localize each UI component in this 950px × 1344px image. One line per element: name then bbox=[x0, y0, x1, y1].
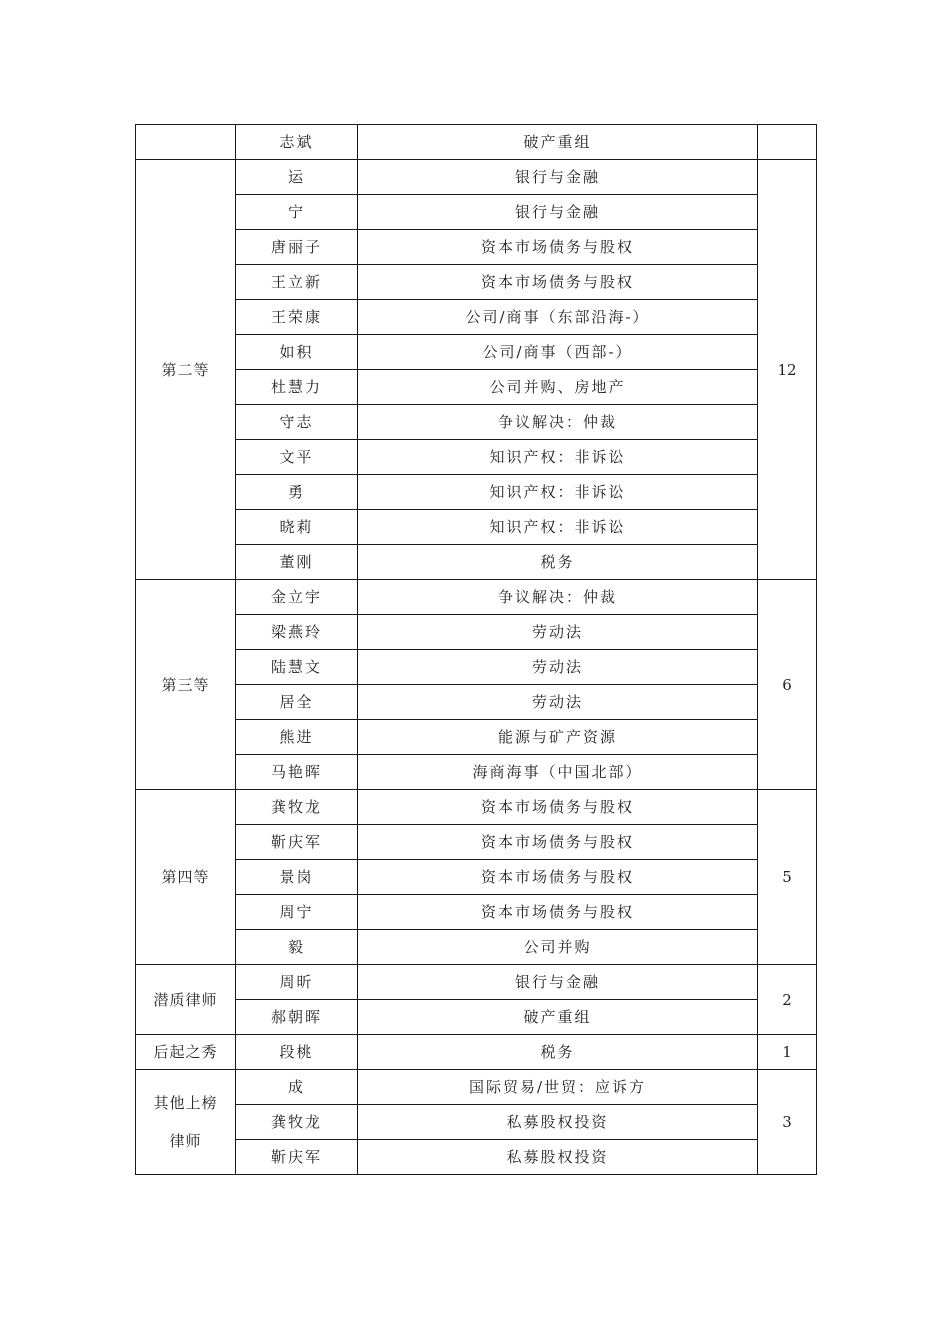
practice-area: 国际贸易/世贸：应诉方 bbox=[358, 1070, 758, 1105]
practice-area: 劳动法 bbox=[358, 615, 758, 650]
table-row bbox=[136, 300, 817, 335]
lawyer-name: 周昕 bbox=[236, 965, 358, 1000]
table-row bbox=[136, 230, 817, 265]
practice-area: 资本市场债务与股权 bbox=[358, 825, 758, 860]
lawyer-name: 宁 bbox=[236, 195, 358, 230]
table-row bbox=[136, 825, 817, 860]
lawyer-name: 郝朝晖 bbox=[236, 1000, 358, 1035]
count-cell bbox=[758, 125, 817, 160]
practice-area: 公司并购 bbox=[358, 930, 758, 965]
practice-area: 资本市场债务与股权 bbox=[358, 265, 758, 300]
table-row bbox=[136, 685, 817, 720]
practice-area: 海商海事（中国北部） bbox=[358, 755, 758, 790]
lawyer-name: 熊进 bbox=[236, 720, 358, 755]
practice-area: 劳动法 bbox=[358, 650, 758, 685]
table-row bbox=[136, 965, 817, 1000]
category-cell: 第三等 bbox=[136, 580, 236, 790]
table-row bbox=[136, 790, 817, 825]
table-row bbox=[136, 265, 817, 300]
practice-area: 银行与金融 bbox=[358, 965, 758, 1000]
practice-area: 公司/商事（西部-） bbox=[358, 335, 758, 370]
lawyer-name: 王立新 bbox=[236, 265, 358, 300]
table-row bbox=[136, 1105, 817, 1140]
table-row bbox=[136, 475, 817, 510]
lawyer-name: 志斌 bbox=[236, 125, 358, 160]
practice-area: 能源与矿产资源 bbox=[358, 720, 758, 755]
category-cell: 第四等 bbox=[136, 790, 236, 965]
table-row bbox=[136, 580, 817, 615]
lawyer-name: 陆慧文 bbox=[236, 650, 358, 685]
table-row bbox=[136, 440, 817, 475]
category-line: 其他上榜 bbox=[153, 1094, 218, 1112]
practice-area: 争议解决：仲裁 bbox=[358, 580, 758, 615]
lawyer-name: 金立宇 bbox=[236, 580, 358, 615]
table-row bbox=[136, 160, 817, 195]
table-row bbox=[136, 720, 817, 755]
table-row bbox=[136, 1000, 817, 1035]
category-cell: 潜质律师 bbox=[136, 965, 236, 1035]
category-cell: 第二等 bbox=[136, 160, 236, 580]
lawyer-name: 马艳晖 bbox=[236, 755, 358, 790]
practice-area: 资本市场债务与股权 bbox=[358, 895, 758, 930]
lawyer-name: 守志 bbox=[236, 405, 358, 440]
table-row bbox=[136, 370, 817, 405]
practice-area: 破产重组 bbox=[358, 1000, 758, 1035]
table-row bbox=[136, 930, 817, 965]
category-cell bbox=[136, 1070, 236, 1175]
table-row bbox=[136, 125, 817, 160]
practice-area: 知识产权：非诉讼 bbox=[358, 475, 758, 510]
practice-area: 公司并购、房地产 bbox=[358, 370, 758, 405]
lawyer-name: 文平 bbox=[236, 440, 358, 475]
table-row bbox=[136, 195, 817, 230]
practice-area: 银行与金融 bbox=[358, 195, 758, 230]
category-cell bbox=[136, 125, 236, 160]
lawyer-name: 王荣康 bbox=[236, 300, 358, 335]
practice-area: 公司/商事（东部沿海-） bbox=[358, 300, 758, 335]
lawyer-name: 景岗 bbox=[236, 860, 358, 895]
lawyer-name: 毅 bbox=[236, 930, 358, 965]
lawyer-name: 杜慧力 bbox=[236, 370, 358, 405]
practice-area: 知识产权：非诉讼 bbox=[358, 510, 758, 545]
lawyer-name: 如积 bbox=[236, 335, 358, 370]
practice-area: 私募股权投资 bbox=[358, 1105, 758, 1140]
count-cell: 12 bbox=[758, 160, 817, 580]
lawyer-name: 晓莉 bbox=[236, 510, 358, 545]
table-row bbox=[136, 650, 817, 685]
count-cell: 6 bbox=[758, 580, 817, 790]
lawyer-name: 成 bbox=[236, 1070, 358, 1105]
table-row bbox=[136, 895, 817, 930]
rankings-table bbox=[135, 124, 817, 1175]
table-row bbox=[136, 755, 817, 790]
lawyer-name: 龚牧龙 bbox=[236, 1105, 358, 1140]
practice-area: 税务 bbox=[358, 545, 758, 580]
table-row bbox=[136, 510, 817, 545]
practice-area: 资本市场债务与股权 bbox=[358, 230, 758, 265]
lawyer-name: 梁燕玲 bbox=[236, 615, 358, 650]
practice-area: 私募股权投资 bbox=[358, 1140, 758, 1175]
lawyer-name: 运 bbox=[236, 160, 358, 195]
lawyer-name: 周宁 bbox=[236, 895, 358, 930]
practice-area: 知识产权：非诉讼 bbox=[358, 440, 758, 475]
lawyer-name: 靳庆军 bbox=[236, 1140, 358, 1175]
practice-area: 资本市场债务与股权 bbox=[358, 790, 758, 825]
count-cell: 2 bbox=[758, 965, 817, 1035]
table-row bbox=[136, 1070, 817, 1105]
lawyer-name: 勇 bbox=[236, 475, 358, 510]
practice-area: 争议解决：仲裁 bbox=[358, 405, 758, 440]
practice-area: 破产重组 bbox=[358, 125, 758, 160]
lawyer-name: 靳庆军 bbox=[236, 825, 358, 860]
lawyer-name: 董刚 bbox=[236, 545, 358, 580]
category-line: 律师 bbox=[169, 1132, 202, 1150]
table-row bbox=[136, 545, 817, 580]
lawyer-name: 唐丽子 bbox=[236, 230, 358, 265]
practice-area: 税务 bbox=[358, 1035, 758, 1070]
table-row bbox=[136, 860, 817, 895]
table-row bbox=[136, 405, 817, 440]
count-cell: 1 bbox=[758, 1035, 817, 1070]
category-cell: 后起之秀 bbox=[136, 1035, 236, 1070]
table-row bbox=[136, 335, 817, 370]
table-row bbox=[136, 615, 817, 650]
table-row bbox=[136, 1035, 817, 1070]
table-row bbox=[136, 1140, 817, 1175]
count-cell: 3 bbox=[758, 1070, 817, 1175]
count-cell: 5 bbox=[758, 790, 817, 965]
practice-area: 资本市场债务与股权 bbox=[358, 860, 758, 895]
practice-area: 劳动法 bbox=[358, 685, 758, 720]
lawyer-name: 龚牧龙 bbox=[236, 790, 358, 825]
practice-area: 银行与金融 bbox=[358, 160, 758, 195]
lawyer-name: 居全 bbox=[236, 685, 358, 720]
lawyer-name: 段桃 bbox=[236, 1035, 358, 1070]
